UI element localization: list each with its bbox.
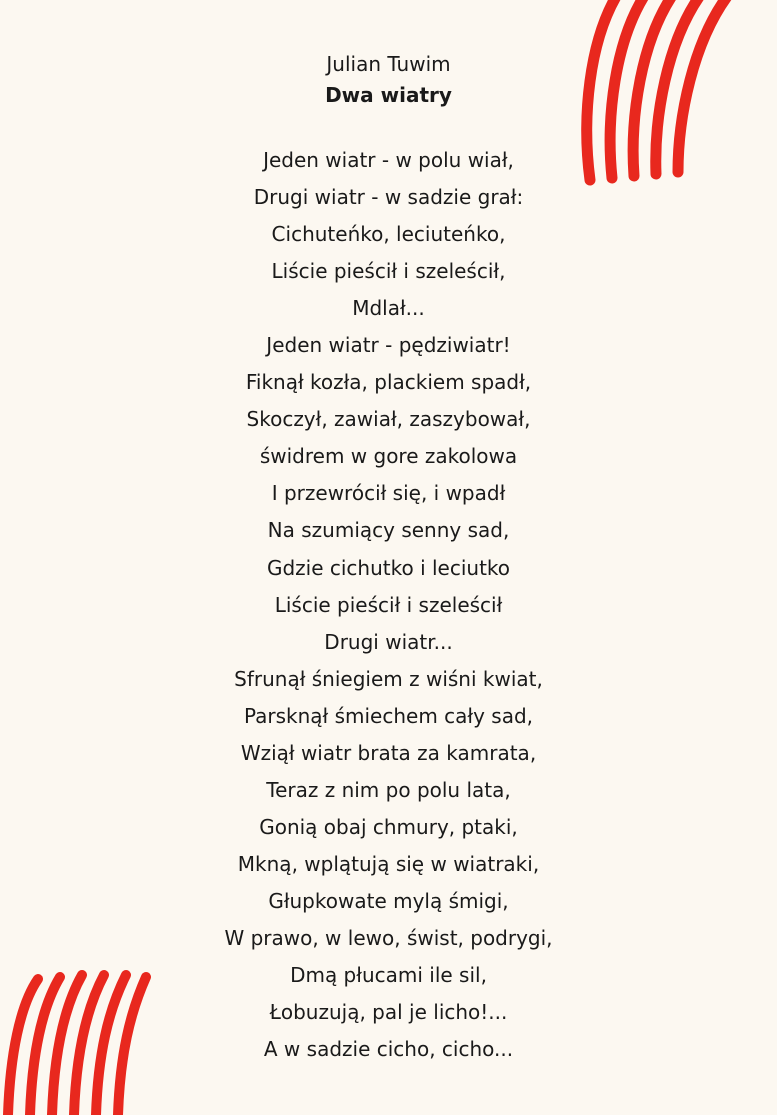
verse-line: A w sadzie cicho, cicho... [263,1037,514,1062]
verse-line: Głupkowate mylą śmigi, [268,888,509,913]
verse-line: Łobuzują, pal je licho!... [269,1000,508,1025]
verse-line: Liście pieścił i szeleścił [274,592,503,617]
verse-line: Liście pieścił i szeleścił, [271,259,506,284]
poem-title: Dwa wiatry [325,83,452,107]
verse-line: Skoczył, zawiał, zaszybował, [246,407,531,432]
verse-line: W prawo, w lewo, świst, podrygi, [224,925,553,950]
verse-line: Drugi wiatr - w sadzie grał: [253,185,524,210]
verse-line: Gdzie cichutko i leciutko [266,555,511,580]
verse-line: Fiknął kozła, plackiem spadł, [245,370,532,395]
verse-line: Drugi wiatr... [324,629,453,654]
verse-line: Jeden wiatr - pędziwiatr! [266,333,511,358]
poem-author: Julian Tuwim [326,52,451,76]
verse-line: I przewrócił się, i wpadł [271,481,506,506]
poem-verses [0,144,777,1070]
verse-line: Gonią obaj chmury, ptaki, [259,814,518,839]
verse-line: Dmą płucami ile sil, [290,963,487,988]
verse-line: Cichuteńko, leciuteńko, [271,222,506,247]
verse-line: świdrem w gore zakolowa [259,444,518,469]
verse-line: Na szumiący senny sad, [267,518,510,543]
verse-line: Parsknął śmiechem cały sad, [243,703,534,728]
verse-line: Sfrunął śniegiem z wiśni kwiat, [234,666,543,691]
verse-line: Jeden wiatr - w polu wiał, [263,148,514,172]
verse-line: Mkną, wplątują się w wiatraki, [237,851,540,876]
verse-line: Teraz z nim po polu lata, [266,777,511,802]
verse-line: Mdlał... [352,296,425,321]
verse-line: Wziął wiatr brata za kamrata, [240,740,537,765]
